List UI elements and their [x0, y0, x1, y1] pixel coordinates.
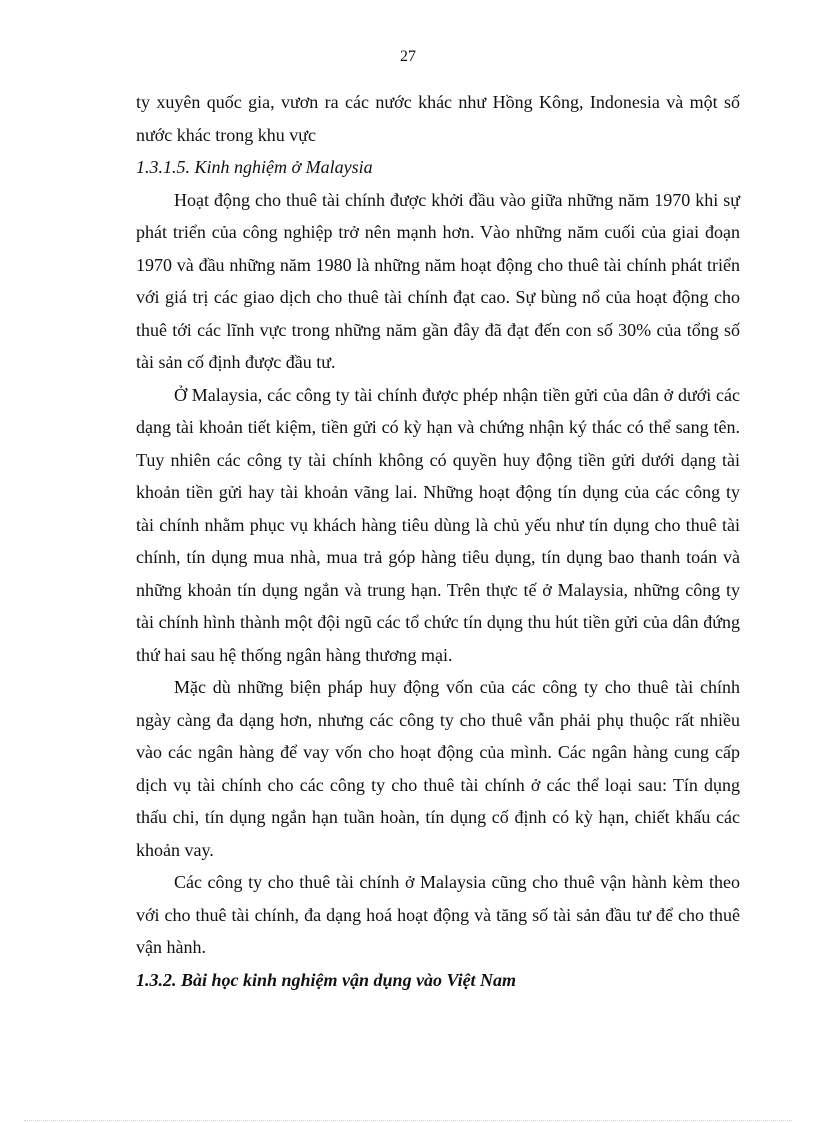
page-number: 27 [400, 48, 416, 65]
paragraph-finance-companies: Ở Malaysia, các công ty tài chính được phép nhận tiền gửi của dân ở dưới các dạng tài khoản tiết kiệm, tiền gửi có kỳ hạn và chứng nhận ký thác có thể sang tên. Tuy nhiên các công ty tài chính không có quyền huy động tiền gửi dưới dạng tài khoản tiền gửi hay tài khoản vãng lai. Những hoạt động tín dụng của các công ty tài chính nhằm phục vụ khách hàng tiêu dùng là chủ yếu như tín dụng cho thuê tài chính, tín dụng mua nhà, mua trả góp hàng tiêu dụng, tín dụng bao thanh toán và những khoản tín dụng ngắn và trung hạn. Trên thực tế ở Malaysia, những công ty tài chính hình thành một đội ngũ các tổ chức tín dụng thu hút tiền gửi của dân đứng thứ hai sau hệ thống ngân hàng thương mại. [136, 384, 740, 665]
paragraph-funding-sources: Mặc dù những biện pháp huy động vốn của các công ty cho thuê tài chính ngày càng đa dạng hơn, nhưng các công ty cho thuê vẫn phải phụ thuộc rất nhiều vào các ngân hàng để vay vốn cho hoạt động của mình. Các ngân hàng cung cấp dịch vụ tài chính cho các công ty cho thuê tài chính ở các thể loại sau: Tín dụng thấu chi, tín dụng ngắn hạn tuần hoàn, tín dụng cố định có kỳ hạn, chiết khấu các khoản vay. [136, 677, 740, 860]
paragraph-continuation: ty xuyên quốc gia, vươn ra các nước khác như Hồng Kông, Indonesia và một số nước khác trong khu vực [136, 92, 740, 145]
section-heading-lessons: 1.3.2. Bài học kinh nghiệm vận dụng vào Việt Nam [136, 969, 517, 990]
section-heading-malaysia: 1.3.1.5. Kinh nghiệm ở Malaysia [136, 157, 373, 177]
document-body [136, 86, 740, 996]
paragraph-leasing-history: Hoạt động cho thuê tài chính được khởi đầu vào giữa những năm 1970 khi sự phát triển của công nghiệp trở nên mạnh hơn. Vào những năm cuối của giai đoạn 1970 và đầu những năm 1980 là những năm hoạt động cho thuê tài chính phát triển với giá trị các giao dịch cho thuê tài chính đạt cao. Sự bùng nổ của hoạt động cho thuê tới các lĩnh vực trong những năm gần đây đã đạt đến con số 30% của tổng số tài sản cố định được đầu tư. [136, 189, 740, 372]
page-bottom-border [24, 1120, 792, 1121]
paragraph-operating-lease: Các công ty cho thuê tài chính ở Malaysia cũng cho thuê vận hành kèm theo với cho thuê tài chính, đa dạng hoá hoạt động và tăng số tài sản đầu tư để cho thuê vận hành. [136, 872, 740, 957]
